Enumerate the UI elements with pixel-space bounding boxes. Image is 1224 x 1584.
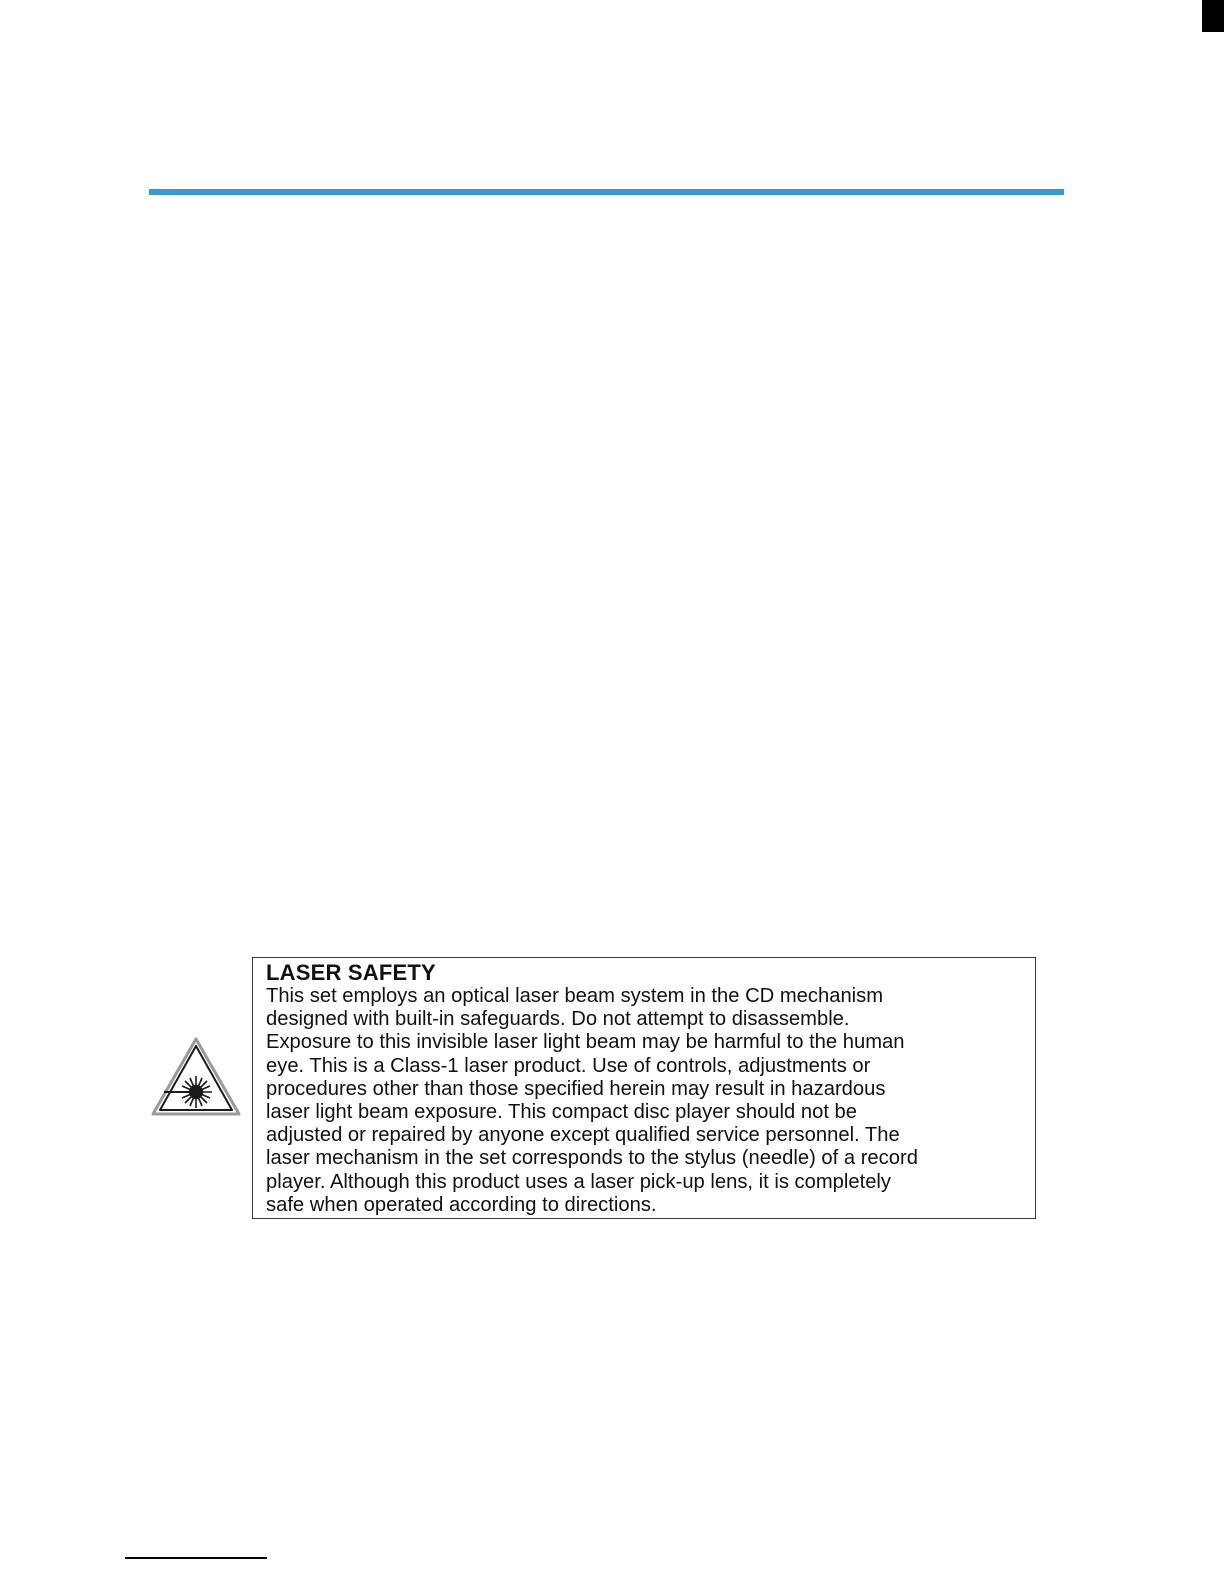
- laser-warning-icon: [150, 1036, 242, 1118]
- laser-safety-notice: [252, 957, 1036, 1219]
- notice-line: player. Although this product uses a laser pick-up lens, it is completely: [266, 1170, 892, 1193]
- notice-line: laser light beam exposure. This compact disc player should not be: [266, 1101, 857, 1124]
- notice-line: procedures other than those specified herein may result in hazardous: [266, 1077, 886, 1100]
- footnote-separator: [125, 1557, 267, 1559]
- notice-line: This set employs an optical laser beam system in the CD mechanism: [266, 985, 884, 1007]
- notice-line: Exposure to this invisible laser light beam may be harmful to the human: [266, 1031, 905, 1054]
- notice-line: laser mechanism in the set corresponds to the stylus (needle) of a record: [266, 1147, 918, 1170]
- notice-line: designed with built-in safeguards. Do not attempt to disassemble.: [266, 1008, 850, 1031]
- notice-line: eye. This is a Class-1 laser product. Use of controls, adjustments or: [266, 1054, 871, 1077]
- header-rule: [149, 189, 1064, 195]
- laser-safety-title: LASER SAFETY: [266, 960, 436, 985]
- notice-line: adjusted or repaired by anyone except qualified service personnel. The: [266, 1124, 900, 1147]
- page-edge-mark: [1202, 0, 1224, 32]
- notice-line: safe when operated according to directions.: [266, 1193, 657, 1216]
